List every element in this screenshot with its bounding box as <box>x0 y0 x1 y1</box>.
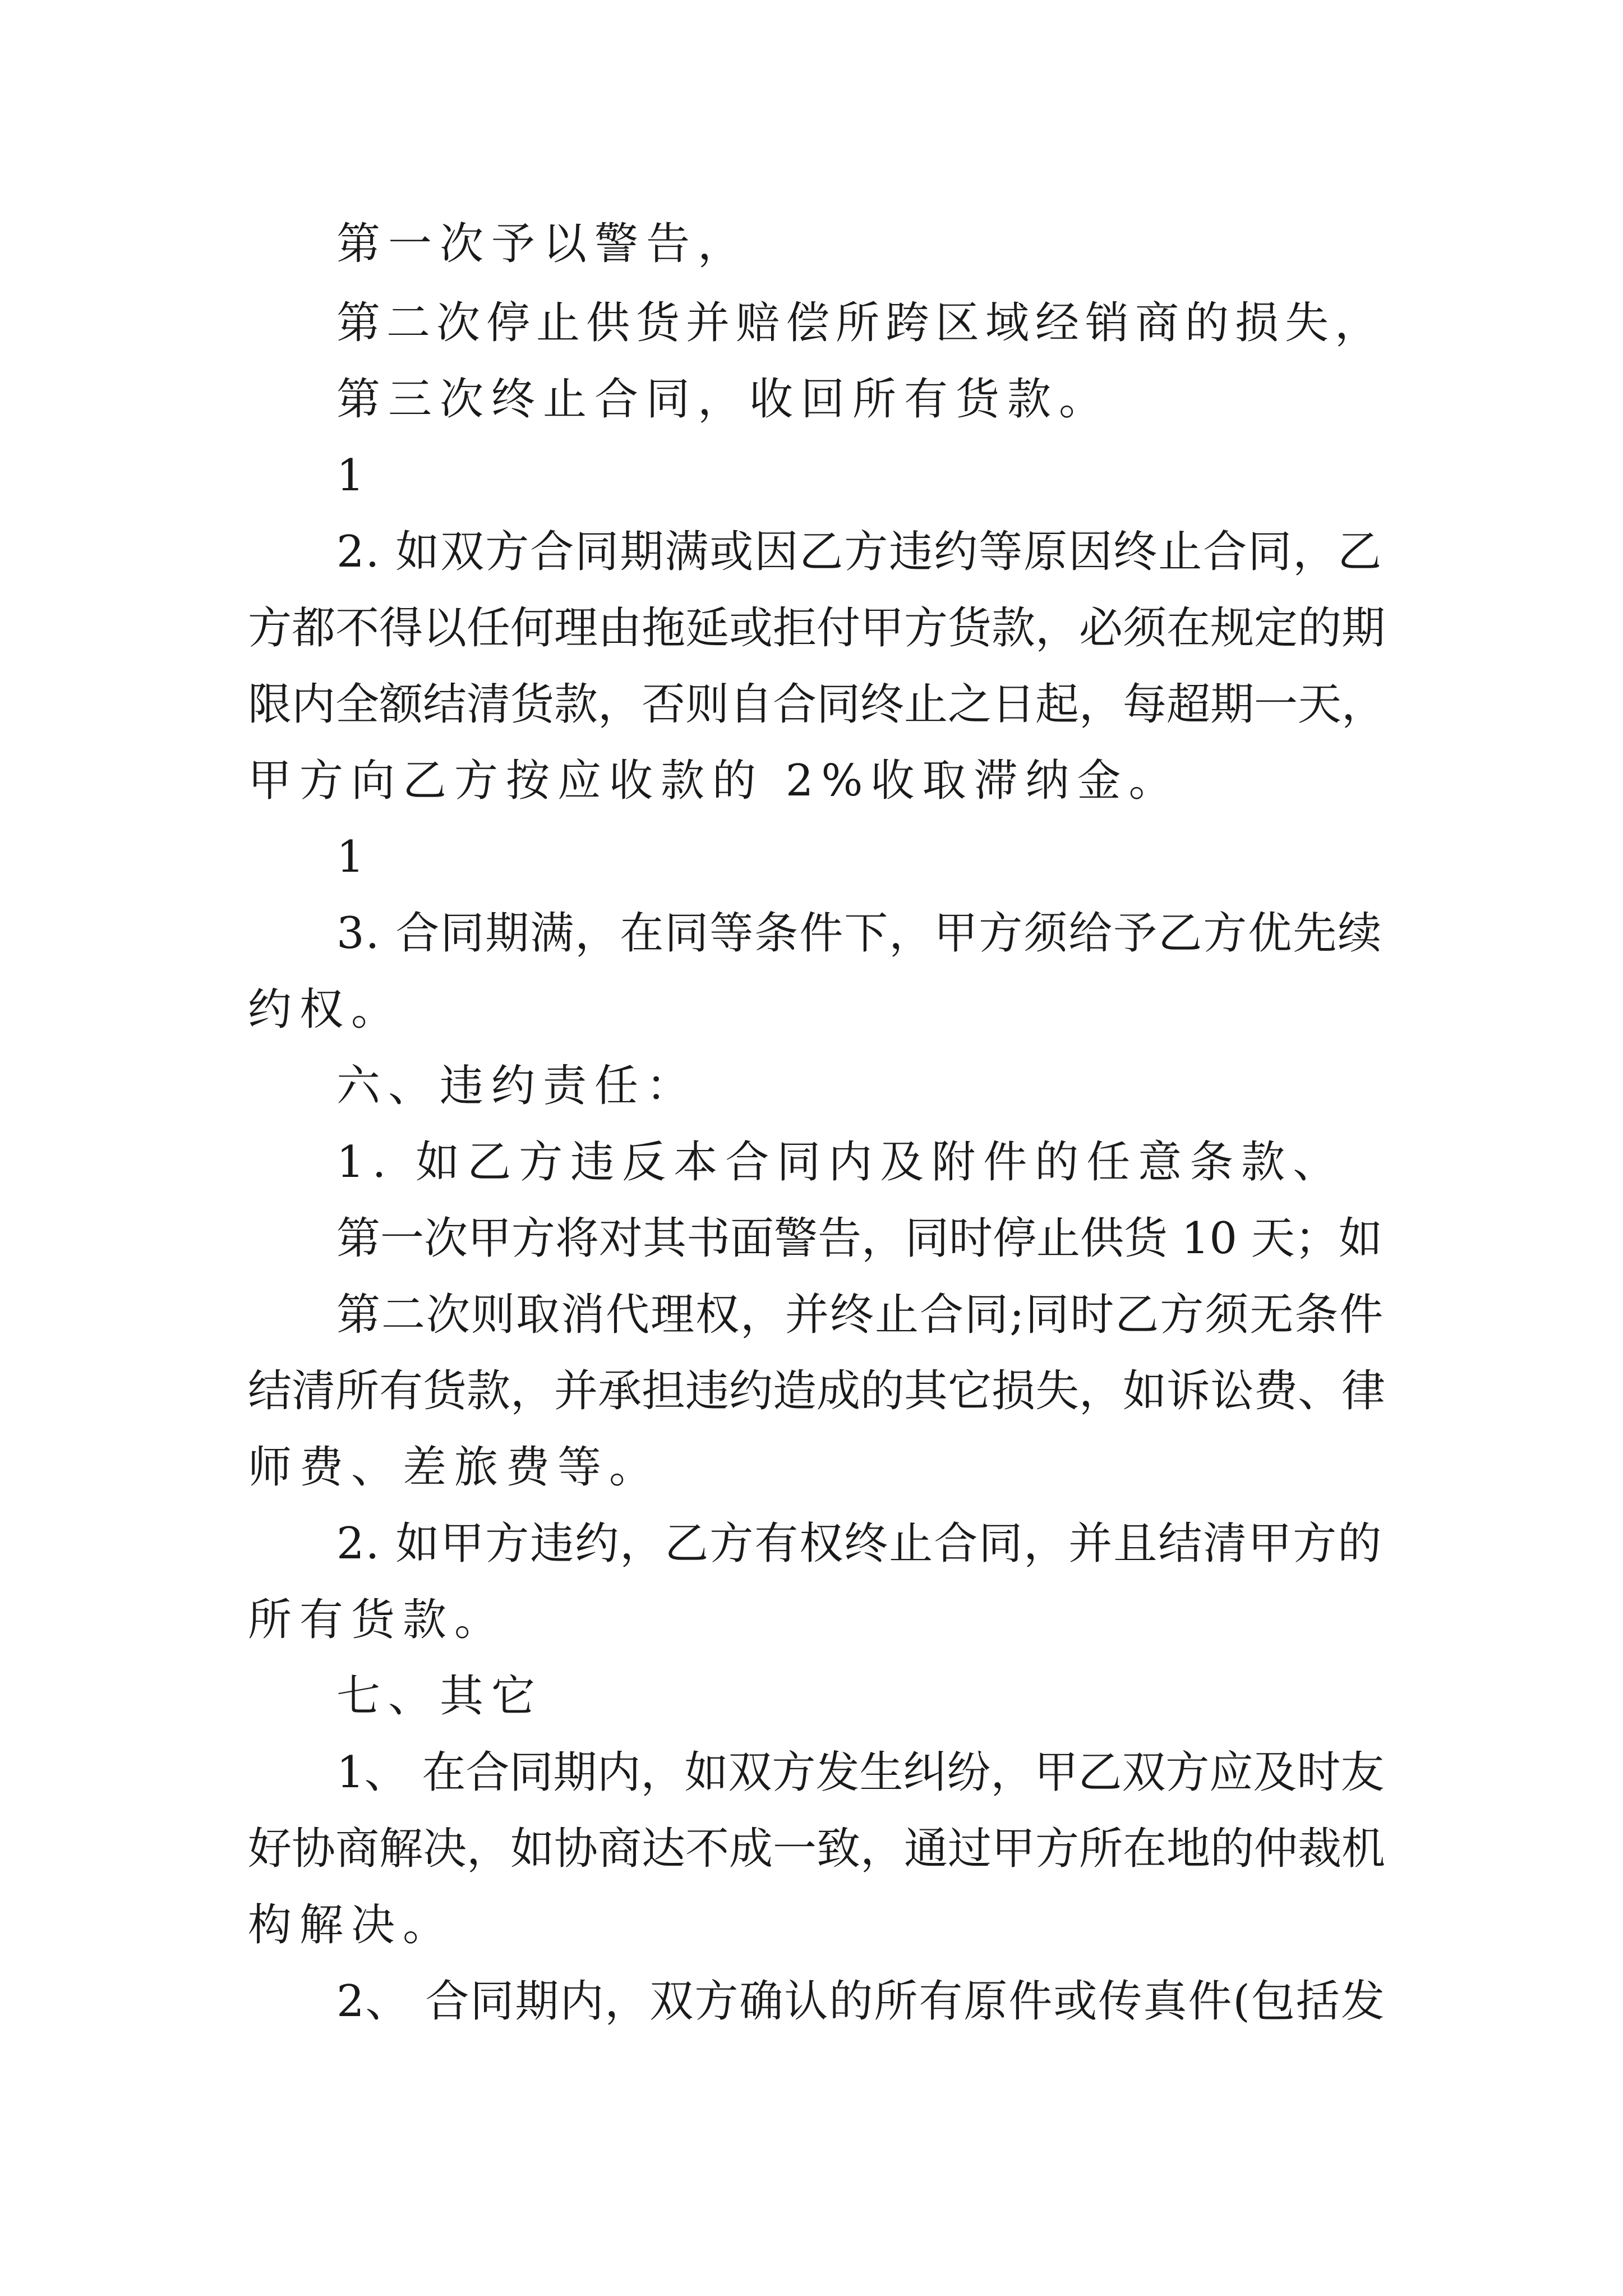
text-line: 好协商解决，如协商达不成一致，通过甲方所在地的仲裁机 <box>248 1824 1386 1874</box>
text-line: 2、 合同期内，双方确认的所有原件或传真件(包括发 <box>336 1976 1386 2027</box>
text-line: 2. 如双方合同期满或因乙方违约等原因终止合同，乙 <box>336 527 1383 577</box>
text-line: 1 <box>336 450 372 501</box>
text-line: 所有货款。 <box>248 1595 506 1645</box>
text-line: 方都不得以任何理由拖延或拒付甲方货款，必须在规定的期 <box>248 603 1386 654</box>
text-line: 2. 如甲方违约，乙方有权终止合同，并且结清甲方的 <box>336 1519 1383 1569</box>
text-line: 师费、差旅费等。 <box>248 1442 661 1493</box>
text-line: 1. 如乙方违反本合同内及附件的任意条款、 <box>336 1137 1345 1188</box>
text-line: 限内全额结清货款，否则自合同终止之日起，每超期一天， <box>248 679 1386 730</box>
section-heading: 七、其它 <box>336 1671 543 1722</box>
text-line: 第三次终止合同，收回所有货款。 <box>336 374 1111 425</box>
text-line: 结清所有货款，并承担违约造成的其它损失，如诉讼费、律 <box>248 1366 1386 1416</box>
text-line: 构解决。 <box>248 1900 455 1950</box>
section-heading: 六、违约责任： <box>336 1061 698 1111</box>
text-line: 1、 在合同期内，如双方发生纠纷，甲乙双方应及时友 <box>336 1747 1385 1798</box>
text-line: 约权。 <box>248 984 403 1035</box>
text-line: 第一次予以警告， <box>336 219 750 269</box>
text-line: 第二次则取消代理权，并终止合同;同时乙方须无条件 <box>336 1290 1385 1340</box>
text-line: 第一次甲方将对其书面警告，同时停止供货 10 天；如 <box>336 1213 1382 1264</box>
text-line: 1 <box>336 832 372 882</box>
text-line: 第二次停止供货并赔偿所跨区域经销商的损失， <box>336 298 1385 348</box>
text-line: 甲方向乙方按应收款的 2%收取滞纳金。 <box>248 756 1181 806</box>
text-line: 3. 合同期满，在同等条件下，甲方须给予乙方优先续 <box>336 908 1383 959</box>
